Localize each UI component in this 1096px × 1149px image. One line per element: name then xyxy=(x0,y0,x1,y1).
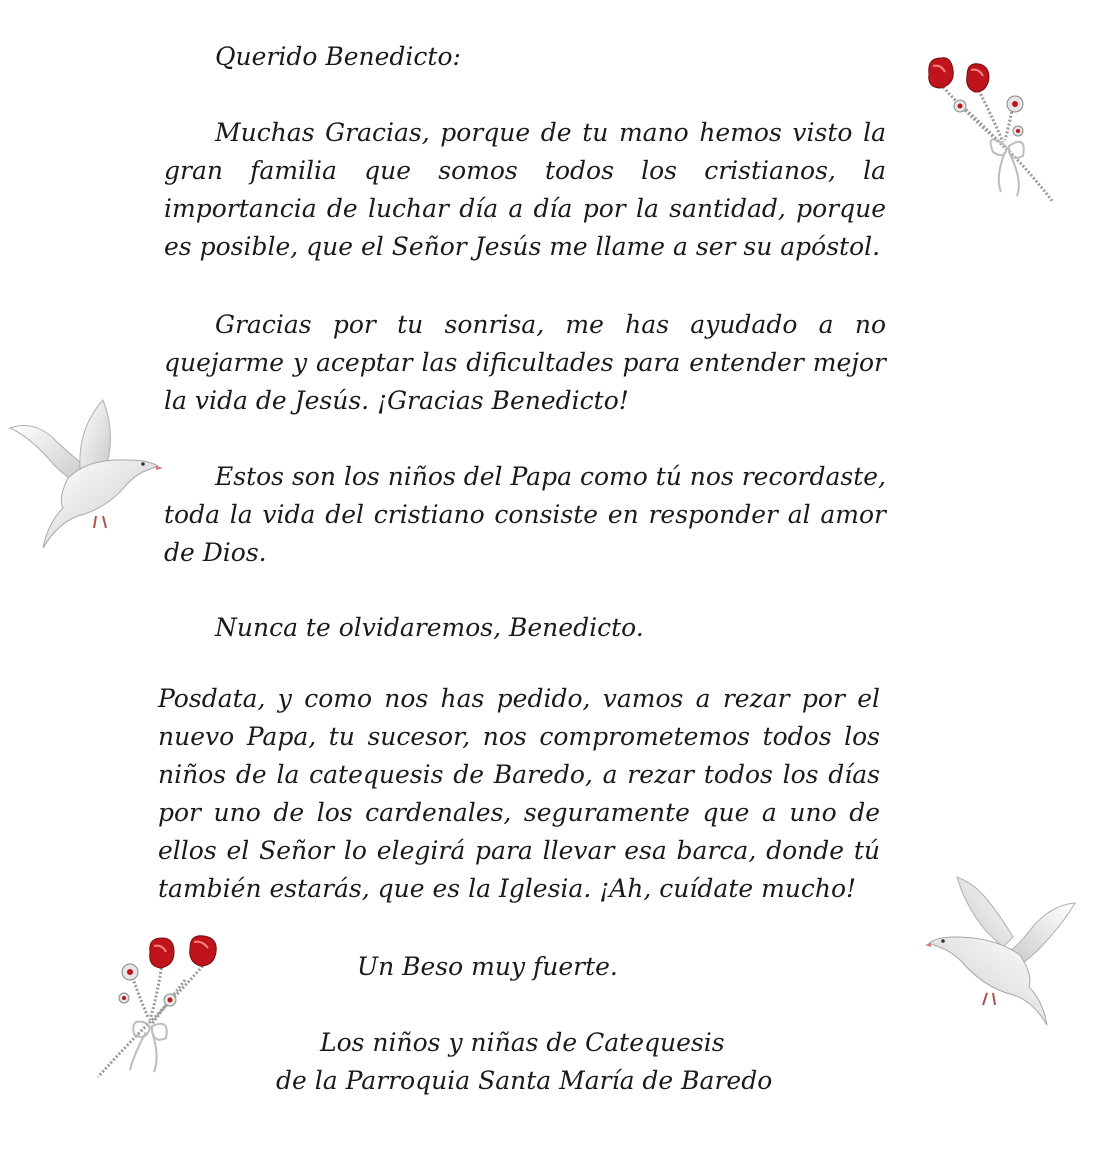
postscript-line: también estarás, que es la Iglesia. ¡Ah, cuídate mucho! xyxy=(158,874,857,903)
postscript-line: nuevo Papa, tu sucesor, nos comprometemos todos los xyxy=(158,722,880,751)
postscript xyxy=(158,680,880,908)
postscript-line: Posdata, y como nos has pedido, vamos a rezar por el xyxy=(158,684,880,713)
greeting: Querido Benedicto: xyxy=(215,42,461,71)
paragraph-1-line: importancia de luchar día a día por la santidad, porque xyxy=(164,194,886,223)
closing: Un Beso muy fuerte. xyxy=(357,952,618,981)
postscript-line: niños de la catequesis de Baredo, a rezar todos los días xyxy=(158,760,880,789)
signature-line-1: Los niños y niñas de Catequesis xyxy=(320,1028,725,1057)
paragraph-2-line: quejarme y aceptar las dificultades para entender mejor xyxy=(164,348,886,377)
paragraph-2-line: Gracias por tu sonrisa, me has ayudado a no xyxy=(215,310,886,339)
paragraph-3-line: Estos son los niños del Papa como tú nos recordaste, xyxy=(215,462,886,491)
paragraph-2 xyxy=(164,306,886,420)
paragraph-1-line: gran familia que somos todos los cristianos, la xyxy=(164,156,886,185)
rose-bouquet-icon xyxy=(90,932,235,1084)
paragraph-1-line: Muchas Gracias, porque de tu mano hemos visto la xyxy=(215,118,886,147)
paragraph-3-line: de Dios. xyxy=(164,538,267,567)
paragraph-1-line: es posible, que el Señor Jesús me llame a ser su apóstol. xyxy=(164,232,881,261)
signature-line-2: de la Parroquia Santa María de Baredo xyxy=(276,1066,773,1095)
dove-icon xyxy=(8,398,163,553)
paragraph-1 xyxy=(164,114,886,266)
paragraph-3-line: toda la vida del cristiano consiste en responder al amor xyxy=(164,500,886,529)
postscript-line: ellos el Señor lo elegirá para llevar esa barca, donde tú xyxy=(158,836,880,865)
rose-bouquet-icon xyxy=(915,52,1060,210)
postscript-line: por uno de los cardenales, seguramente que a uno de xyxy=(158,798,880,827)
dove-icon xyxy=(925,875,1080,1035)
paragraph-4: Nunca te olvidaremos, Benedicto. xyxy=(215,613,644,642)
paragraph-3 xyxy=(164,458,886,572)
paragraph-2-line: la vida de Jesús. ¡Gracias Benedicto! xyxy=(164,386,629,415)
